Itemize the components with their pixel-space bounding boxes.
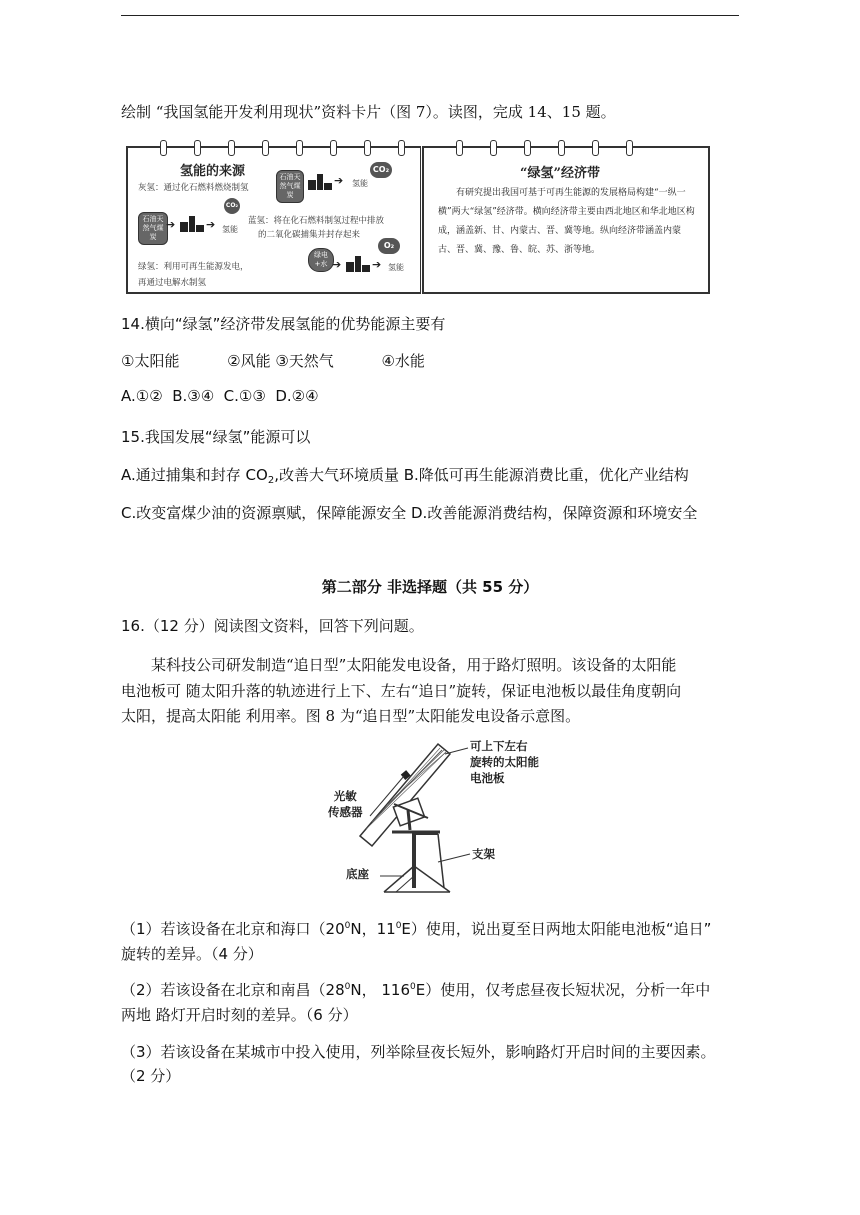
q16-sub2-line-1	[121, 979, 710, 1000]
q15-stem: 15.我国发展“绿氢”能源可以	[121, 428, 311, 446]
q16-sub1-pre: （1）若该设备在北京和海口（20	[121, 920, 345, 938]
figure-label-base: 底座	[346, 867, 369, 881]
q16-paragraph-3: 太阳，提高太阳能 利用率。图 8 为“追日型”太阳能发电设备示意图。	[121, 707, 581, 725]
q16-sub2-line-2: 两地 路灯开启时刻的差异。（6 分）	[121, 1006, 358, 1024]
blue-hydrogen-text-2: 的二氧化碳捕集并封存起来	[258, 230, 361, 240]
product-label-1: 氢能	[352, 179, 368, 188]
q16-sub1-line-1	[121, 918, 711, 939]
q16-sub1-mid: N，11	[350, 920, 396, 938]
figure-label-sensor-line-2: 传感器	[328, 805, 363, 819]
binder-ring	[330, 140, 337, 156]
q16-sub2-mid: N， 116	[350, 981, 410, 999]
q15-option-ab	[121, 464, 689, 486]
o2-cloud-icon: O₂	[378, 238, 400, 254]
factory-icon	[346, 256, 370, 272]
q16-paragraph-1: 某科技公司研发制造“追日型”太阳能发电设备，用于路灯照明。该设备的太阳能	[151, 656, 677, 674]
q14-stem: 14.横向“绿氢”经济带发展氢能的优势能源主要有	[121, 315, 446, 333]
figure-label-sensor	[328, 788, 363, 820]
q16-sub3-line-2: （2 分）	[121, 1067, 181, 1085]
blue-hydrogen-text-1: 蓝氢：将在化石燃料制氢过程中排放	[248, 216, 385, 226]
binder-ring	[456, 140, 463, 156]
binder-ring	[160, 140, 167, 156]
q15-option-a-post: ,改善大气环境质量 B.降低可再生能源消费比重，优化产业结构	[274, 466, 689, 484]
figure-label-panel-line-1: 可上下左右	[470, 739, 528, 753]
q16-sub1-post: E）使用，说出夏至日两地太阳能电池板“追日”	[401, 920, 712, 938]
figure-label-panel-line-2: 旋转的太阳能	[470, 755, 539, 769]
green-hydrogen-belt-text: 有研究提出我国可基于可再生能源的发展格局构建“一纵一横”两大“绿氢”经济带。横向经济带主要由西北地区和华北地区构成，涵盖新、甘、内蒙古、晋、冀等地。纵向经济带涵盖内蒙古、晋、冀、豫、鲁、皖、苏、浙等地。	[438, 188, 695, 255]
q16-sub2-pre: （2）若该设备在北京和南昌（28	[121, 981, 345, 999]
green-hydrogen-belt-title: “绿氢”经济带	[520, 166, 600, 181]
q16-sub1-sup-2: 0	[395, 921, 402, 931]
green-hydrogen-belt-panel	[422, 146, 710, 294]
arrow-icon: ➔	[206, 218, 216, 231]
header-rule	[121, 15, 739, 16]
product-label-3: 氢能	[388, 263, 404, 272]
figure-label-sensor-line-1: 光敏	[333, 789, 357, 803]
figure-label-bracket: 支架	[472, 847, 495, 861]
arrow-icon: ➔	[332, 258, 342, 271]
q16-sub2-post: E）使用，仅考虑昼夜长短状况，分析一年中	[415, 981, 711, 999]
green-power-box: 绿电+水	[308, 248, 334, 272]
co2-capture-icon: CO₂	[224, 198, 240, 214]
figure-label-panel-line-3: 电池板	[470, 771, 505, 785]
q16-stem: 16.（12 分）阅读图文资料，回答下列问题。	[121, 617, 424, 635]
factory-icon	[180, 216, 204, 232]
hydrogen-info-card	[126, 140, 710, 292]
binder-ring	[490, 140, 497, 156]
solar-tracker-figure	[300, 738, 560, 898]
q14-options: A.①② B.③④ C.①③ D.②④	[121, 387, 319, 405]
hydrogen-source-panel	[126, 146, 421, 294]
q15-option-a-sub: 2	[267, 475, 275, 486]
binder-ring	[626, 140, 633, 156]
grey-hydrogen-text: 灰氢：通过化石燃料燃烧制氢	[138, 183, 249, 193]
product-label-2: 氢能	[222, 225, 238, 234]
co2-cloud-icon: CO₂	[370, 162, 392, 178]
intro-text: 绘制 “我国氢能开发利用现状”资料卡片（图 7）。读图，完成 14、15 题。	[121, 103, 616, 121]
binder-ring	[524, 140, 531, 156]
binder-ring	[558, 140, 565, 156]
arrow-icon: ➔	[372, 258, 382, 271]
binder-ring	[364, 140, 371, 156]
fossil-source-box-1: 石油天然气煤炭	[276, 170, 304, 203]
q15-option-cd: C.改变富煤少油的资源禀赋，保障能源安全 D.改善能源消费结构，保障资源和环境安全	[121, 504, 698, 522]
green-hydrogen-text-2: 再通过电解水制氢	[138, 278, 207, 288]
figure-label-panel	[470, 738, 539, 786]
q16-sub2-sup-2: 0	[410, 982, 416, 992]
arrow-icon: ➔	[334, 174, 344, 187]
binder-ring	[398, 140, 405, 156]
hydrogen-source-title: 氢能的来源	[180, 164, 246, 179]
binder-ring	[296, 140, 303, 156]
q14-items: ①太阳能 ②风能 ③天然气 ④水能	[121, 352, 425, 370]
q16-sub1-sup-1: 0	[344, 921, 351, 931]
q15-option-a-pre: A.通过捕集和封存 CO	[121, 466, 268, 484]
binder-ring	[262, 140, 269, 156]
factory-icon	[308, 174, 332, 190]
binder-ring	[228, 140, 235, 156]
section-title: 第二部分 非选择题（共 55 分）	[321, 578, 539, 596]
binder-ring	[194, 140, 201, 156]
q16-sub3-line-1: （3）若该设备在某城市中投入使用，列举除昼夜长短外，影响路灯开启时间的主要因素。	[121, 1043, 716, 1061]
q16-sub2-sup-1: 0	[344, 982, 351, 992]
q16-sub1-line-2: 旋转的差异。（4 分）	[121, 945, 263, 963]
arrow-icon: ➔	[166, 218, 176, 231]
fossil-source-box-2: 石油天然气煤炭	[138, 212, 168, 245]
binder-ring	[592, 140, 599, 156]
green-hydrogen-text-1: 绿氢：利用可再生能源发电，	[138, 262, 249, 272]
q16-paragraph-2: 电池板可 随太阳升落的轨迹进行上下、左右“追日”旋转，保证电池板以最佳角度朝向	[121, 682, 682, 700]
